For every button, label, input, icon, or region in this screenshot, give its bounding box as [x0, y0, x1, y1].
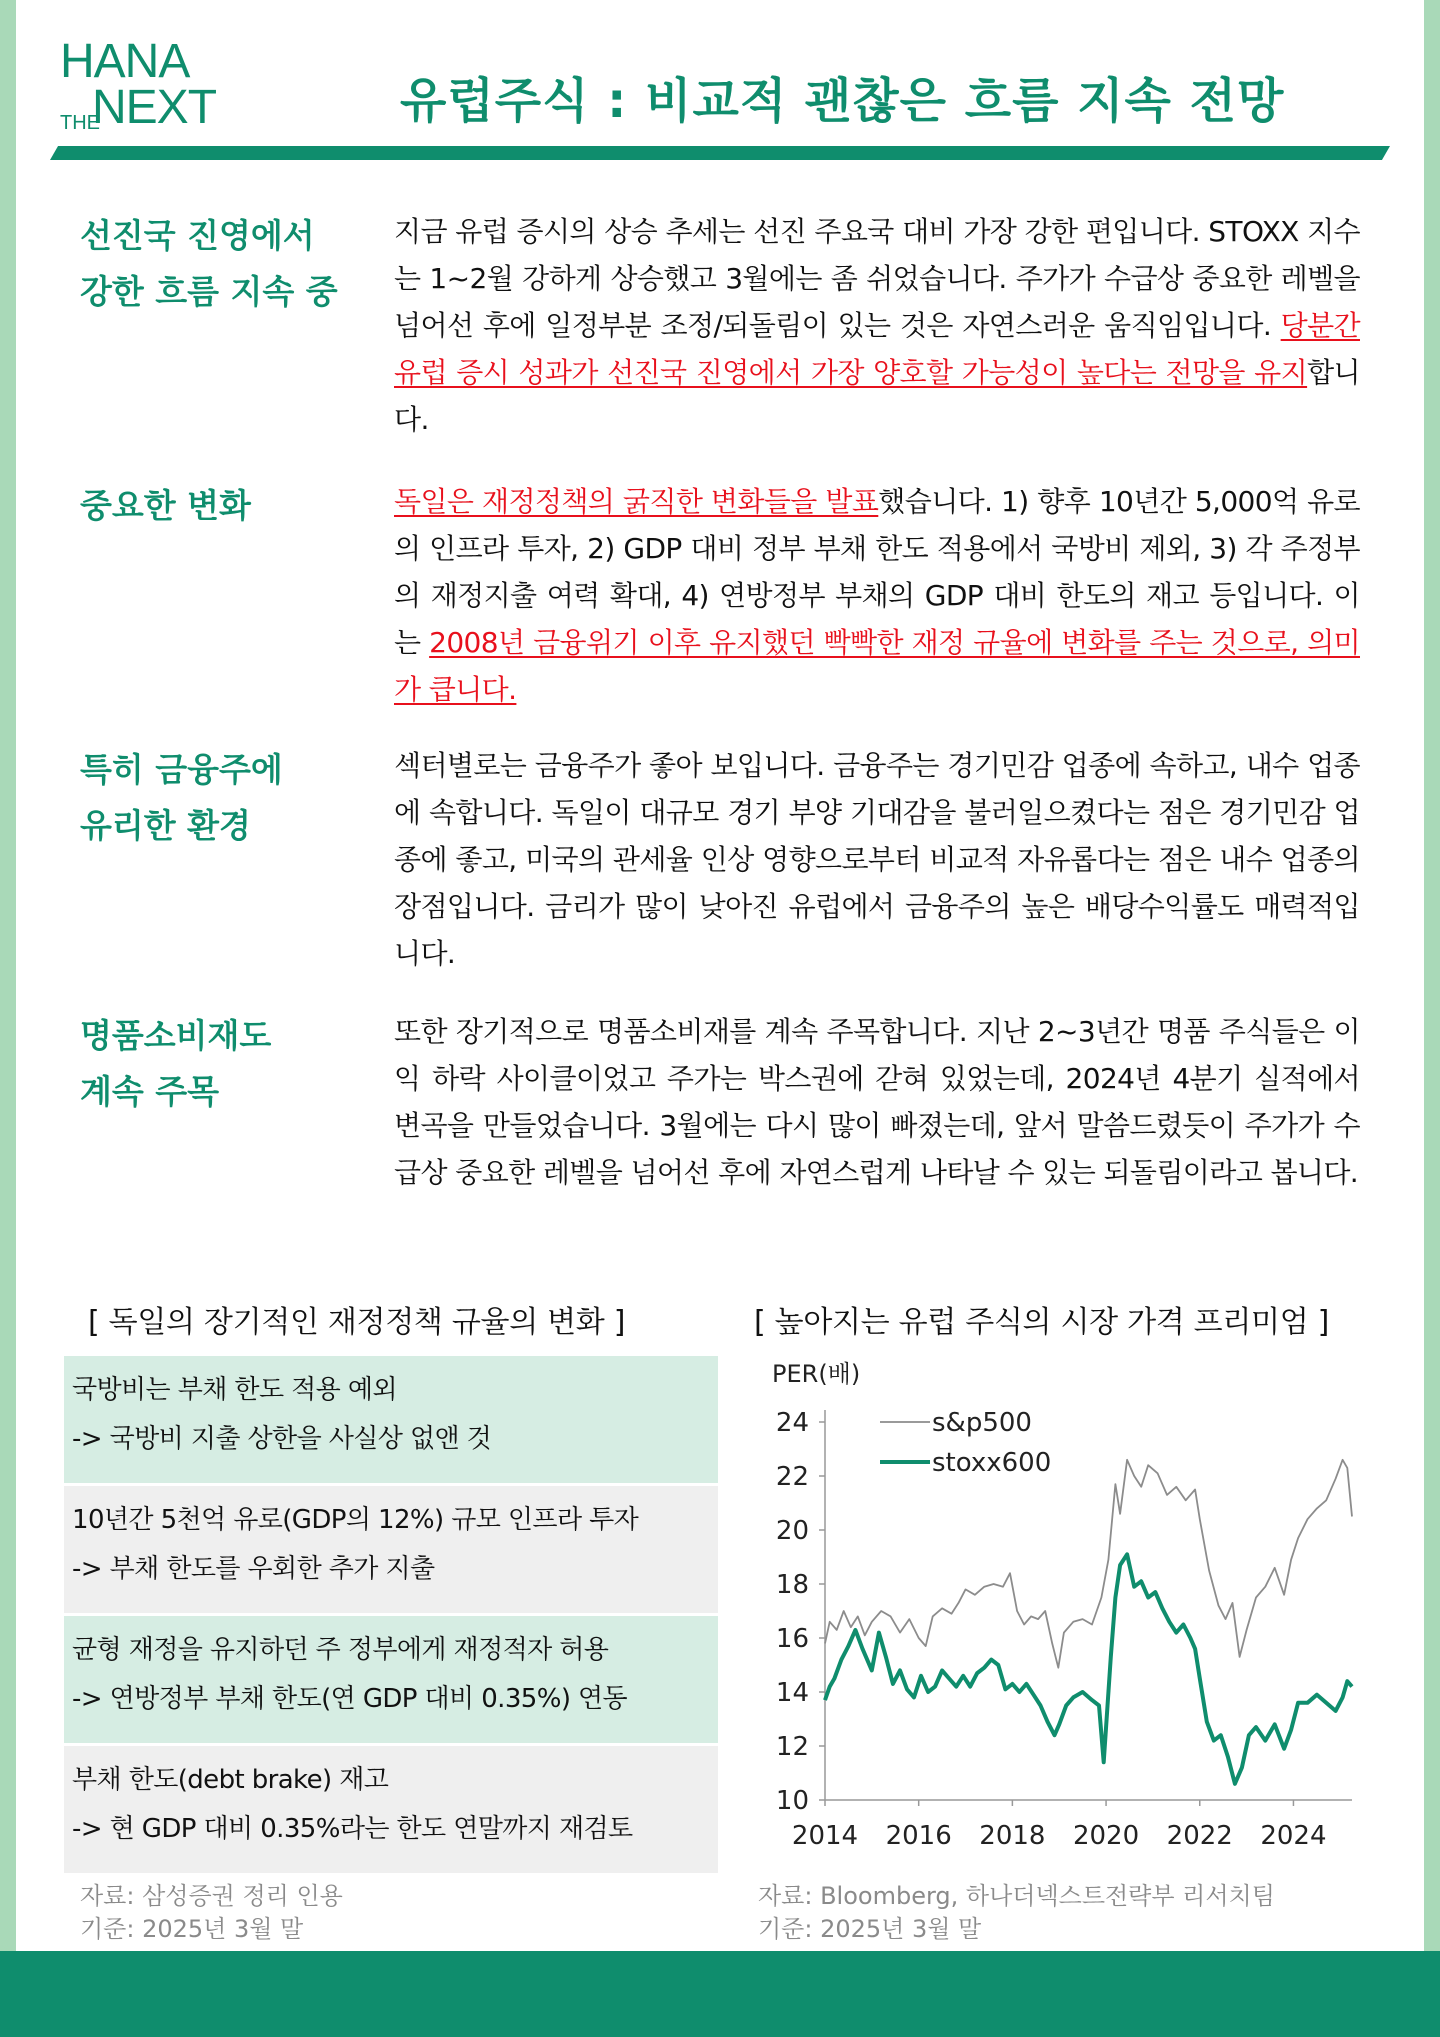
body-text: 했습니다. 1) 향후 10년간 5,000억 유로의 인프라 투자, 2) GDP 대비 정부 부채 한도 적용에서 국방비 제외, 3) 각 주정부의 재정지출 여력 확대, 4) 연방정부 부채의 GDP 대비 한도의 재고 등입니다. 이는	[394, 485, 1360, 659]
title-underline-rule	[50, 146, 1390, 160]
table-row	[64, 1356, 718, 1483]
section-heading	[80, 208, 370, 320]
right-panel-title: [ 높아지는 유럽 주식의 시장 가격 프리미엄 ]	[754, 1305, 1330, 1340]
left-panel-source	[80, 1880, 343, 1946]
legend-label: stoxx600	[932, 1448, 1052, 1478]
y-tick-label: 22	[775, 1462, 809, 1492]
legend-label: s&p500	[932, 1408, 1032, 1438]
per-line-chart	[740, 1348, 1380, 1868]
y-tick-label: 20	[775, 1516, 809, 1546]
highlighted-text: 당분간 유럽 증시 성과가 선진국 진영에서 가장 양호할 가능성이 높다는 전망을 유지	[394, 309, 1360, 389]
section-heading-line: 선진국 진영에서	[80, 216, 315, 255]
x-tick-label: 2016	[885, 1821, 952, 1851]
section-heading-line: 명품소비재도	[80, 1016, 272, 1055]
section-heading-line: 중요한 변화	[80, 486, 251, 525]
highlighted-text: 독일은 재정정책의 굵직한 변화들을 발표	[394, 485, 879, 518]
x-tick-label: 2024	[1260, 1821, 1327, 1851]
source-text: 자료: Bloomberg, 하나더넥스트전략부 리서치팀	[758, 1882, 1275, 1910]
table-row-line: -> 국방비 지출 상한을 사실상 없앤 것	[72, 1424, 492, 1454]
table-row-line: -> 부채 한도를 우회한 추가 지출	[72, 1554, 435, 1584]
table-row-line: 국방비는 부채 한도 적용 예외	[72, 1375, 397, 1405]
table-row	[64, 1616, 718, 1743]
x-tick-label: 2020	[1072, 1821, 1140, 1851]
body-text: 또한 장기적으로 명품소비재를 계속 주목합니다. 지난 2~3년간 명품 주식들은 이익 하락 사이클이었고 주가는 박스권에 갇혀 있었는데, 2024년 4분기 실적에서 변곡을 만들었습니다. 3월에는 다시 많이 빠졌는데, 앞서 말씀드렸듯이 주가가 수급상 중요한 레벨을 넘어선 후에 자연스럽게 나타날 수 있는 되돌림이라고 봅니다.	[394, 1015, 1360, 1189]
left-accent-bar	[0, 0, 16, 1951]
section-body	[394, 1008, 1360, 1196]
section-body	[394, 208, 1360, 443]
x-tick-label: 2022	[1166, 1821, 1233, 1851]
fiscal-rule-table	[64, 1356, 718, 1876]
table-row-line: 균형 재정을 유지하던 주 정부에게 재정적자 허용	[72, 1635, 609, 1665]
y-tick-label: 10	[775, 1786, 809, 1816]
table-row	[64, 1486, 718, 1613]
y-axis-label: PER(배)	[772, 1360, 861, 1388]
logo-line-hana: HANA	[60, 35, 190, 88]
logo-next: NEXT	[92, 81, 217, 134]
y-tick-label: 14	[775, 1678, 809, 1708]
source-text: 자료: 삼성증권 정리 인용	[80, 1882, 343, 1910]
y-tick-label: 24	[775, 1408, 809, 1438]
y-tick-label: 12	[775, 1732, 809, 1762]
body-text: 섹터별로는 금융주가 좋아 보입니다. 금융주는 경기민감 업종에 속하고, 내수 업종에 속합니다. 독일이 대규모 경기 부양 기대감을 불러일으켰다는 점은 경기민감 업종에 좋고, 미국의 관세율 인상 영향으로부터 비교적 자유롭다는 점은 내수 업종의 장점입니다. 금리가 많이 낮아진 유럽에서 금융주의 높은 배당수익률도 매력적입니다.	[394, 749, 1360, 970]
section-heading	[80, 478, 370, 534]
section-heading-line: 계속 주목	[80, 1072, 220, 1111]
section-heading	[80, 742, 370, 854]
body-text: 합니다.	[394, 356, 1360, 436]
highlighted-text: 2008년 금융위기 이후 유지했던 빡빡한 재정 규율에 변화를 주는 것으로, 의미가 큽니다.	[394, 626, 1360, 706]
section-heading	[80, 1008, 370, 1120]
x-tick-label: 2018	[979, 1821, 1046, 1851]
section-heading-line: 특히 금융주에	[80, 750, 283, 789]
page-title: 유럽주식 : 비교적 괜찮은 흐름 지속 전망	[400, 73, 1285, 129]
section-body	[394, 742, 1360, 977]
y-tick-label: 16	[775, 1624, 809, 1654]
section-body	[394, 478, 1360, 713]
body-text: 지금 유럽 증시의 상승 추세는 선진 주요국 대비 가장 강한 편입니다. STOXX 지수는 1~2월 강하게 상승했고 3월에는 좀 쉬었습니다. 주가가 수급상 중요한 레벨을 넘어선 후에 일정부분 조정/되돌림이 있는 것은 자연스러운 움직임입니다.	[394, 215, 1360, 342]
right-panel-source	[758, 1880, 1275, 1946]
series-line-sp500	[825, 1460, 1352, 1668]
table-row-line: 부채 한도(debt brake) 재고	[72, 1765, 389, 1795]
table-row	[64, 1746, 718, 1873]
basis-text: 기준: 2025년 3월 말	[80, 1915, 304, 1943]
series-line-stoxx600	[825, 1554, 1352, 1784]
hana-the-next-logo	[60, 35, 217, 134]
logo-the: THE	[60, 112, 100, 134]
table-row-line: 10년간 5천억 유로(GDP의 12%) 규모 인프라 투자	[72, 1505, 639, 1535]
section-heading-line: 유리한 환경	[80, 806, 251, 845]
left-panel-title: [ 독일의 장기적인 재정정책 규율의 변화 ]	[88, 1305, 626, 1340]
table-row-line: -> 현 GDP 대비 0.35%라는 한도 연말까지 재검토	[72, 1814, 633, 1844]
table-row-line: -> 연방정부 부채 한도(연 GDP 대비 0.35%) 연동	[72, 1684, 628, 1714]
section-heading-line: 강한 흐름 지속 중	[80, 272, 338, 311]
footer-bar	[0, 1951, 1440, 2037]
right-accent-bar	[1424, 0, 1440, 1951]
x-tick-label: 2014	[791, 1821, 859, 1851]
basis-text: 기준: 2025년 3월 말	[758, 1915, 982, 1943]
y-tick-label: 18	[775, 1570, 809, 1600]
